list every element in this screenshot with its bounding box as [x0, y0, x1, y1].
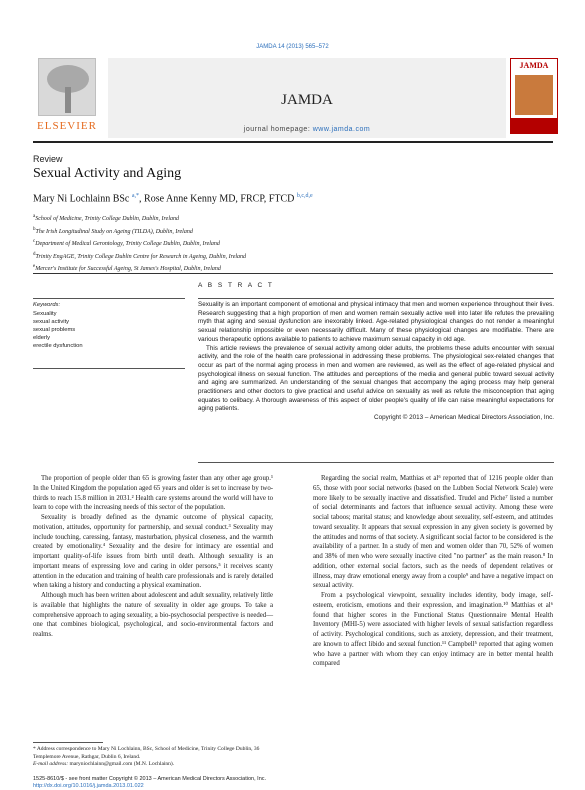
copyright-notice: Copyright © 2013 – American Medical Directors Association, Inc. [374, 414, 554, 422]
keyword-item: sexual activity [33, 319, 70, 325]
keyword-item: elderly [33, 335, 51, 341]
elsevier-tree-icon [38, 58, 96, 116]
doi-link[interactable]: http://dx.doi.org/10.1016/j.jamda.2013.01.022 [33, 783, 144, 789]
body-paragraph: The proportion of people older than 65 is growing faster than any other age group.¹ In the United Kingdom the population aged 65 years and older is set to increase by two-thirds to reach 15.8 million in 2031.² Health care systems around the world will have to learn to cope with the increasing needs of this sector of the population. [33, 475, 273, 512]
body-column-right [313, 474, 553, 669]
abstract-paragraph: Sexuality is an important component of emotional and physical intimacy that men and women experience throughout their lives. Research suggesting that a high proportion of men and women remain sexually active well into later life refutes the prevailing myth that aging and sexual dysfunction are inexorably linked. Age-related physiological changes do not render a meaningful sexual relationship impossible or even necessarily difficult. Many of these physiological changes are modifiable. There are various therapeutic options available to patients to achieve maximum sexual capacity in old age. [198, 301, 554, 343]
article-title: Sexual Activity and Aging [33, 166, 182, 181]
correspondence-footnote [33, 746, 273, 769]
keywords-box [33, 298, 185, 369]
citation-line[interactable]: JAMDA 14 (2013) 565–572 [256, 44, 329, 50]
body-paragraph: Although much has been written about adolescent and adult sexuality, relatively little is available that highlights the nature of sexuality in older age groups. To take a comprehensive approach to aging sexuality, a bio-psychosocial perspective is needed—one that combines biological, psychological, and socio-environmental factors and realms. [33, 592, 273, 638]
front-matter-footer [33, 776, 553, 790]
author-affil-link[interactable]: a,* [131, 193, 140, 199]
cover-title: JAMDA [511, 59, 557, 73]
author-name: Mary Ni Lochlainn BSc [33, 193, 130, 205]
footnote-rule [33, 742, 103, 743]
keywords-heading: Keywords: [33, 302, 61, 308]
affiliation-item: $^c$Department of Medical Gerontology, Trinity College Dublin, Dublin, Ireland [33, 239, 220, 247]
section-rule [33, 273, 553, 274]
email-link[interactable]: maryniochlainn@gmail.com (M.N. Lochlainn). [69, 761, 175, 767]
keyword-item: erectile dysfunction [33, 343, 83, 349]
author-list: Mary Ni Lochlainn BSc $^{a,*}$, Rose Anne Kenny MD, FRCP, FTCD $^{b,c,d,e}$ [33, 193, 313, 205]
abstract-rule [198, 462, 554, 463]
affiliations [33, 212, 533, 275]
abstract-body [198, 298, 554, 423]
author-name: Rose Anne Kenny MD, FRCP, FTCD [144, 193, 295, 205]
journal-cover-thumbnail [510, 58, 558, 134]
abstract-heading: A B S T R A C T [198, 282, 274, 289]
publisher-name: ELSEVIER [37, 120, 97, 132]
journal-title: JAMDA [281, 92, 333, 108]
issn-line: 1525-8610/$ - see front matter Copyright © 2013 – American Medical Directors Association, Inc. [33, 776, 267, 782]
affiliation-item: $^d$Trinity EngAGE, Trinity College Dublin Centre for Research in Ageing, Dublin, Ireland [33, 251, 247, 260]
homepage-label: journal homepage: [243, 126, 311, 133]
elsevier-logo [34, 58, 100, 136]
keyword-item: Sexuality [33, 311, 57, 317]
body-column-left [33, 474, 273, 640]
email-line: E-mail address: maryniochlainn@gmail.com (M.N. Lochlainn). [33, 761, 175, 767]
cover-footer-band [511, 118, 557, 134]
affiliation-item: $^a$School of Medicine, Trinity College Dublin, Dublin, Ireland [33, 214, 179, 222]
affiliation-item: $^b$The Irish Longitudinal Study on Ageing (TILDA), Dublin, Ireland [33, 226, 193, 235]
header-rule [33, 141, 553, 143]
author-affil-link[interactable]: b,c,d,e [296, 193, 313, 199]
affiliation-item: $^e$Mercer's Institute for Successful Ageing, St James's Hospital, Dublin, Ireland [33, 264, 221, 272]
correspondence-text: * Address correspondence to Mary Ni Lochlainn, BSc, School of Medicine, Trinity College Dublin, 36 Templemore Avenue, Rathgar, Dublin 6, Ireland. [33, 746, 260, 760]
homepage-link[interactable]: www.jamda.com [312, 126, 371, 133]
keyword-item: sexual problems [33, 327, 76, 333]
cover-image [515, 75, 553, 115]
body-paragraph: Sexuality is broadly defined as the dynamic outcome of physical capacity, motivation, attitudes, opportunity for partnership, and sexual conduct.³ Sexuality may include touching, caressing, fantasy, masturbation, physical closeness, and the warmth created by emotionality.⁴ Sexuality and the desire for intimacy are essential and important quality-of-life issues from birth until death. Although sexuality is an important means of expressing love and caring in older persons,⁵ it receives scanty attention in the education and training of health care professionals and is rarely detailed when taking a history and conducting a physical examination. [33, 514, 273, 590]
article-type: Review [33, 154, 63, 164]
body-paragraph: Regarding the social realm, Matthias et al⁶ reported that of 1216 people older than 65, those with poor social networks (based on the Lubben Social Network Scale) were more likely to be sexually inactive and dissatisfied. Trudel and Piche⁷ listed a number of social determinants and factors that influence sexual activity. Among these were social taboos; marital status; and knowledge about sexuality, self-esteem, and attitudes toward sexuality. It appears that sexual expression in any given society is governed by the attitudes and norms of that society. A significant social factor to be considered is the availability of a partner. In a study of men and women older than 70, 52% of women and 38% of men who were sexually inactive cited "no partner" as the main reason.⁸ In addition, other external social factors, such as the needs of dependent relatives or illness, may draw emotional energy away from a couple⁹ and have a negative impact on sexual activity. [313, 475, 553, 590]
abstract-paragraph: This article reviews the prevalence of sexual activity among older adults, the problems these adults encounter with sexual activity, and the role of the health care professional in addressing these problems. The physiological sex-related changes that occur as part of the normal aging process in men and women are reviewed, as well as the effect of age-related physical and psychological illness on sexual function. The attitudes and perceptions of the media and general public toward sexual activity and aging are summarized. An understanding of the sexual changes that accompany the aging process may help general practitioners and other doctors to give practical and useful advice on sexuality as well as refute the misconception that aging equates to celibacy. A thorough awareness of this aspect of older people's quality of life can raise meaningful expectations for aging patients. [198, 344, 554, 413]
body-paragraph: From a psychological viewpoint, sexuality includes identity, body image, self-esteem, eroticism, emotions and their expression, and imagination.¹⁰ Matthias et al⁶ found that higher scores in the Functional Status Questionnaire Mental Health Inventory (MHI-5) were associated with higher levels of sexual satisfaction regardless of activity. Psychological conditions, such as anxiety, depression, and their treatment, are known to affect libido and sexual function.¹¹ Campbell⁵ reported that aging women who have a partner with whom they can enjoy intimacy are in better mental health compared [313, 592, 553, 668]
journal-homepage [108, 126, 506, 133]
